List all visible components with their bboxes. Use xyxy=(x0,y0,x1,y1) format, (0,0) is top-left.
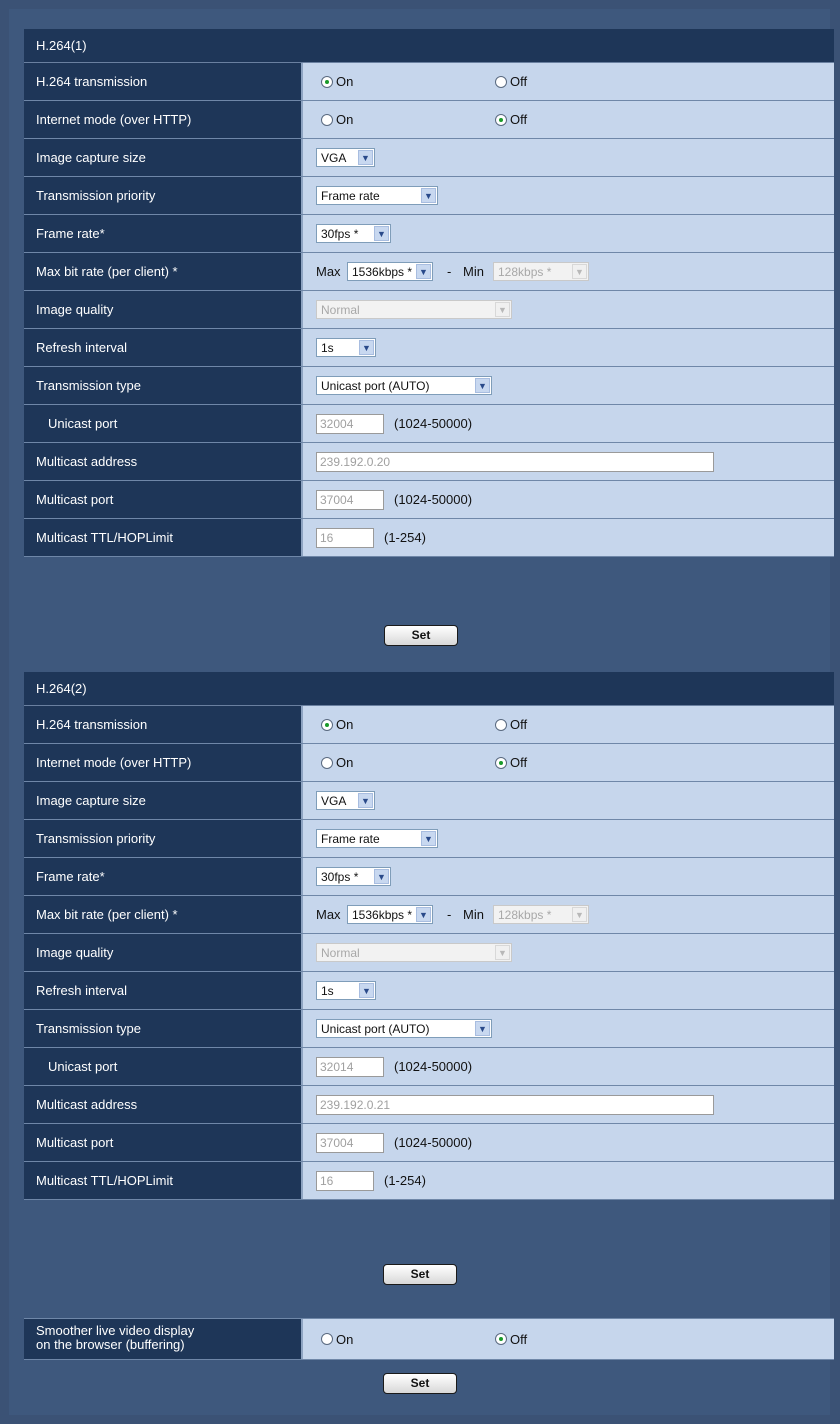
radio-checked-icon xyxy=(495,114,507,126)
row-label: Multicast address xyxy=(24,1086,301,1123)
row-label: Image capture size xyxy=(24,782,301,819)
ttl-input[interactable]: 16 xyxy=(316,1171,374,1191)
ttl-range: (1-254) xyxy=(384,1173,426,1188)
row-label: Refresh interval xyxy=(24,972,301,1009)
row-frame-rate xyxy=(24,215,834,253)
radio-checked-icon xyxy=(321,719,333,731)
row-label: Multicast address xyxy=(24,443,301,480)
row-multicast-address xyxy=(24,1086,834,1124)
row-frame-rate xyxy=(24,858,834,896)
row-multicast-port xyxy=(24,481,834,519)
row-label: Frame rate* xyxy=(24,215,301,252)
row-internet-mode xyxy=(24,101,834,139)
row-h264-transmission xyxy=(24,63,834,101)
set-button-h264-2[interactable]: Set xyxy=(383,1264,457,1285)
row-multicast-port xyxy=(24,1124,834,1162)
capture-size-select[interactable]: VGA ▼ xyxy=(316,148,375,167)
row-refresh-interval xyxy=(24,972,834,1010)
radio-transmission-on[interactable]: On xyxy=(321,717,353,732)
row-multicast-ttl xyxy=(24,1162,834,1200)
capture-size-select[interactable]: VGA ▼ xyxy=(316,791,375,810)
row-label: Transmission priority xyxy=(24,820,301,857)
chevron-down-icon: ▼ xyxy=(358,150,373,165)
range-dash: - xyxy=(447,264,452,279)
refresh-interval-select[interactable]: 1s ▼ xyxy=(316,338,376,357)
chevron-down-icon: ▼ xyxy=(416,907,431,922)
radio-internet-on[interactable]: On xyxy=(321,112,353,127)
chevron-down-icon: ▼ xyxy=(416,264,431,279)
unicast-port-input[interactable]: 32014 xyxy=(316,1057,384,1077)
row-label: Transmission type xyxy=(24,1010,301,1047)
chevron-down-icon: ▼ xyxy=(359,983,374,998)
row-label: Multicast TTL/HOPLimit xyxy=(24,1162,301,1199)
multicast-port-input[interactable]: 37004 xyxy=(316,1133,384,1153)
radio-checked-icon xyxy=(495,1333,507,1345)
radio-transmission-off[interactable]: Off xyxy=(495,717,527,732)
row-label: Image capture size xyxy=(24,139,301,176)
multicast-address-input[interactable]: 239.192.0.21 xyxy=(316,1095,714,1115)
transmission-type-select[interactable]: Unicast port (AUTO) ▼ xyxy=(316,1019,492,1038)
section-title: H.264(2) xyxy=(24,672,834,706)
min-bitrate-select[interactable]: 128kbps * ▼ xyxy=(493,262,589,281)
ttl-range: (1-254) xyxy=(384,530,426,545)
chevron-down-icon: ▼ xyxy=(475,1021,490,1036)
row-multicast-ttl xyxy=(24,519,834,557)
row-label: Multicast port xyxy=(24,1124,301,1161)
set-button-buffering[interactable]: Set xyxy=(383,1373,457,1394)
radio-unchecked-icon xyxy=(495,719,507,731)
row-label: Image quality xyxy=(24,291,301,328)
ttl-input[interactable]: 16 xyxy=(316,528,374,548)
row-transmission-priority xyxy=(24,820,834,858)
row-transmission-type xyxy=(24,367,834,405)
min-label: Min xyxy=(463,907,484,922)
frame-rate-select[interactable]: 30fps * ▼ xyxy=(316,867,391,886)
radio-unchecked-icon xyxy=(321,757,333,769)
multicast-address-input[interactable]: 239.192.0.20 xyxy=(316,452,714,472)
row-label: H.264 transmission xyxy=(24,706,301,743)
max-bitrate-select[interactable]: 1536kbps * ▼ xyxy=(347,262,433,281)
section-title: H.264(1) xyxy=(24,29,834,63)
radio-transmission-on[interactable]: On xyxy=(321,74,353,89)
radio-buffering-off[interactable]: Off xyxy=(495,1332,527,1347)
row-label: Frame rate* xyxy=(24,858,301,895)
unicast-port-range: (1024-50000) xyxy=(394,416,473,431)
range-dash: - xyxy=(447,907,452,922)
radio-checked-icon xyxy=(495,757,507,769)
row-label: Refresh interval xyxy=(24,329,301,366)
chevron-down-icon: ▼ xyxy=(374,869,389,884)
row-label: Image quality xyxy=(24,934,301,971)
row-image-quality xyxy=(24,934,834,972)
row-label: Unicast port xyxy=(24,405,301,442)
row-unicast-port xyxy=(24,405,834,443)
chevron-down-icon: ▼ xyxy=(421,188,436,203)
unicast-port-input[interactable]: 32004 xyxy=(316,414,384,434)
row-image-capture-size xyxy=(24,782,834,820)
row-max-bit-rate xyxy=(24,896,834,934)
frame-rate-select[interactable]: 30fps * ▼ xyxy=(316,224,391,243)
radio-unchecked-icon xyxy=(321,114,333,126)
row-buffering xyxy=(24,1318,834,1360)
row-label: Transmission type xyxy=(24,367,301,404)
row-label: Transmission priority xyxy=(24,177,301,214)
chevron-down-icon: ▼ xyxy=(572,264,587,279)
chevron-down-icon: ▼ xyxy=(359,340,374,355)
row-unicast-port xyxy=(24,1048,834,1086)
row-label: Multicast port xyxy=(24,481,301,518)
chevron-down-icon: ▼ xyxy=(572,907,587,922)
chevron-down-icon: ▼ xyxy=(495,302,510,317)
radio-transmission-off[interactable]: Off xyxy=(495,74,527,89)
chevron-down-icon: ▼ xyxy=(358,793,373,808)
row-label: Internet mode (over HTTP) xyxy=(24,744,301,781)
radio-internet-off[interactable]: Off xyxy=(495,112,527,127)
unicast-port-range: (1024-50000) xyxy=(394,1059,473,1074)
row-max-bit-rate xyxy=(24,253,834,291)
image-quality-select[interactable]: Normal ▼ xyxy=(316,943,512,962)
row-multicast-address xyxy=(24,443,834,481)
h264-2-section xyxy=(24,672,834,1200)
set-button-h264-1[interactable]: Set xyxy=(384,625,458,646)
transmission-type-select[interactable]: Unicast port (AUTO) ▼ xyxy=(316,376,492,395)
multicast-port-input[interactable]: 37004 xyxy=(316,490,384,510)
chevron-down-icon: ▼ xyxy=(421,831,436,846)
row-transmission-priority xyxy=(24,177,834,215)
radio-checked-icon xyxy=(321,76,333,88)
priority-select[interactable]: Frame rate ▼ xyxy=(316,186,438,205)
row-label: Max bit rate (per client) * xyxy=(24,253,301,290)
radio-unchecked-icon xyxy=(495,76,507,88)
row-label: Smoother live video display on the browser (buffering) xyxy=(24,1319,301,1359)
multicast-port-range: (1024-50000) xyxy=(394,1135,473,1150)
buffering-section xyxy=(24,1318,834,1360)
radio-buffering-on[interactable]: On xyxy=(321,1332,353,1347)
row-label: Unicast port xyxy=(24,1048,301,1085)
radio-internet-on[interactable]: On xyxy=(321,755,353,770)
min-label: Min xyxy=(463,264,484,279)
max-label: Max xyxy=(316,907,341,922)
row-image-capture-size xyxy=(24,139,834,177)
min-bitrate-select[interactable]: 128kbps * ▼ xyxy=(493,905,589,924)
row-internet-mode xyxy=(24,744,834,782)
row-image-quality xyxy=(24,291,834,329)
max-bitrate-select[interactable]: 1536kbps * ▼ xyxy=(347,905,433,924)
max-label: Max xyxy=(316,264,341,279)
h264-1-section xyxy=(24,29,834,557)
radio-internet-off[interactable]: Off xyxy=(495,755,527,770)
refresh-interval-select[interactable]: 1s ▼ xyxy=(316,981,376,1000)
row-refresh-interval xyxy=(24,329,834,367)
radio-unchecked-icon xyxy=(321,1333,333,1345)
row-label: Max bit rate (per client) * xyxy=(24,896,301,933)
priority-select[interactable]: Frame rate ▼ xyxy=(316,829,438,848)
image-quality-select[interactable]: Normal ▼ xyxy=(316,300,512,319)
chevron-down-icon: ▼ xyxy=(495,945,510,960)
chevron-down-icon: ▼ xyxy=(374,226,389,241)
row-transmission-type xyxy=(24,1010,834,1048)
row-label: H.264 transmission xyxy=(24,63,301,100)
chevron-down-icon: ▼ xyxy=(475,378,490,393)
row-label: Internet mode (over HTTP) xyxy=(24,101,301,138)
row-h264-transmission xyxy=(24,706,834,744)
multicast-port-range: (1024-50000) xyxy=(394,492,473,507)
row-label: Multicast TTL/HOPLimit xyxy=(24,519,301,556)
